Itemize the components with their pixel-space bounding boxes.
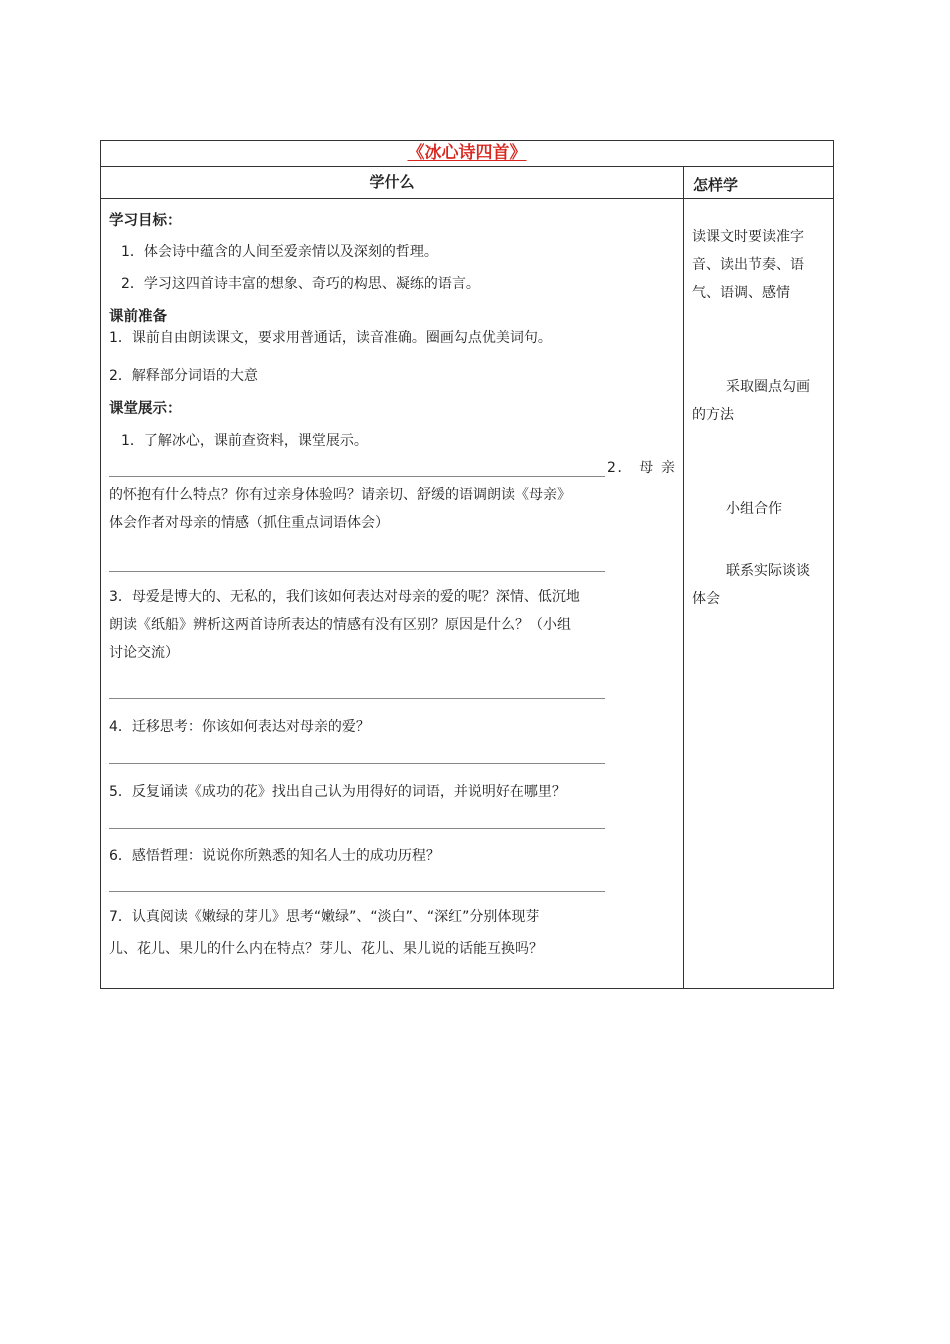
- answer-line: [109, 891, 605, 892]
- prep-heading: 课前准备: [109, 309, 167, 325]
- question-7-line-1: 7．认真阅读《嫩绿的芽儿》思考“嫩绿”、“淡白”、“深红”分别体现芽: [109, 909, 540, 925]
- answer-line: [109, 698, 605, 699]
- method-1-line-2: 音、读出节奏、语: [692, 257, 804, 273]
- question-1: 1．了解冰心，课前查资料，课堂展示。: [121, 433, 368, 449]
- question-6: 6．感悟哲理：说说你所熟悉的知名人士的成功历程？: [109, 848, 440, 864]
- method-2-line-2: 的方法: [692, 407, 734, 423]
- prep-item-1: 1．课前自由朗读课文，要求用普通话，读音准确。圈画勾点优美词句。: [109, 330, 552, 346]
- question-3-line-3: 讨论交流）: [109, 645, 179, 661]
- goals-heading: 学习目标：: [109, 213, 182, 229]
- method-3: 小组合作: [726, 501, 782, 517]
- goal-item-1: 1．体会诗中蕴含的人间至爱亲情以及深刻的哲理。: [121, 244, 438, 260]
- answer-line: [109, 476, 605, 477]
- method-1-line-1: 读课文时要读准字: [692, 229, 804, 245]
- column-divider: [683, 167, 684, 988]
- header-how-to-learn: 怎样学: [693, 176, 739, 194]
- question-2-start: 2． 母 亲: [607, 460, 675, 476]
- question-4: 4．迁移思考：你该如何表达对母亲的爱？: [109, 719, 370, 735]
- answer-line: [109, 763, 605, 764]
- question-7-line-2: 儿、花儿、果儿的什么内在特点？芽儿、花儿、果儿说的话能互换吗？: [109, 941, 543, 957]
- question-2-line-2: 的怀抱有什么特点？你有过亲身体验吗？请亲切、舒缓的语调朗读《母亲》: [109, 487, 571, 503]
- method-1-line-3: 气、语调、感情: [692, 285, 790, 301]
- header-what-to-learn: 学什么: [369, 173, 415, 191]
- header-row: [101, 167, 833, 199]
- show-heading: 课堂展示：: [109, 401, 182, 417]
- answer-line: [109, 828, 605, 829]
- question-2-line-3: 体会作者对母亲的情感（抓住重点词语体会）: [109, 515, 389, 531]
- method-4-line-2: 体会: [692, 591, 720, 607]
- method-2-line-1: 采取圈点勾画: [726, 379, 810, 395]
- lesson-table: [100, 140, 834, 989]
- question-3-line-2: 朗读《纸船》辨析这两首诗所表达的情感有没有区别？原因是什么？（小组: [109, 617, 571, 633]
- answer-line: [109, 571, 605, 572]
- question-5: 5．反复诵读《成功的花》找出自己认为用得好的词语，并说明好在哪里？: [109, 784, 566, 800]
- goal-item-2: 2．学习这四首诗丰富的想象、奇巧的构思、凝练的语言。: [121, 276, 480, 292]
- method-4-line-1: 联系实际谈谈: [726, 563, 810, 579]
- title-row: [101, 141, 833, 167]
- page-title: 《冰心诗四首》: [407, 143, 527, 163]
- prep-item-2: 2．解释部分词语的大意: [109, 368, 258, 384]
- question-3-line-1: 3．母爱是博大的、无私的，我们该如何表达对母亲的爱的呢？深情、低沉地: [109, 589, 580, 605]
